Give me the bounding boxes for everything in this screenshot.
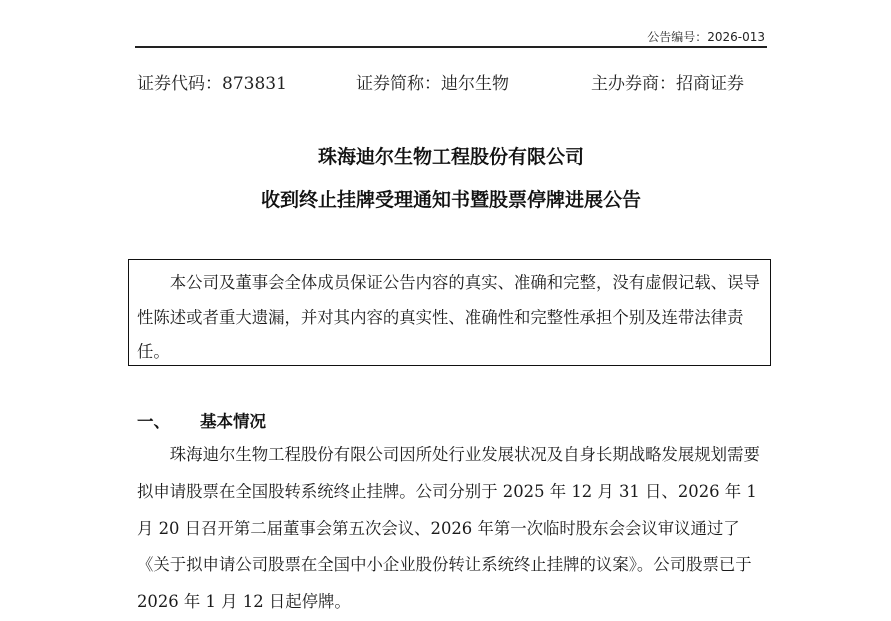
page-header (135, 24, 767, 48)
disclaimer-text: 本公司及董事会全体成员保证公告内容的真实、准确和完整，没有虚假记载、误导性陈述或者重大遗漏，并对其内容的真实性、准确性和完整性承担个别及连带法律责任。 (137, 273, 760, 361)
company-title: 珠海迪尔生物工程股份有限公司 (317, 146, 584, 168)
stock-abbreviation: 证券简称：迪尔生物 (356, 74, 509, 94)
section-heading (137, 410, 266, 434)
sponsor-broker: 主办券商：招商证券 (591, 74, 744, 94)
section-number: 一、 (137, 412, 170, 431)
stock-code: 证券代码：873831 (137, 74, 287, 94)
announcement-title: 收到终止挂牌受理通知书暨股票停牌进展公告 (260, 189, 641, 211)
section-title: 基本情况 (200, 412, 266, 431)
section-paragraph: 珠海迪尔生物工程股份有限公司因所处行业发展状况及自身长期战略发展规划需要拟申请股票在全国股转系统终止挂牌。公司分别于 2025 年 12 月 31 日、2026 年 1 月 20 日召开第二届董事会第五次会议、2026 年第一次临时股东会会议审议通过了《关于拟申请公司股票在全国中小企业股份转让系统终止挂牌的议案》。公司股票已于 2026 年 1 月 12 日起停牌。 (137, 445, 760, 612)
announcement-number: 公告编号：2026-013 (647, 30, 765, 44)
disclaimer-box (128, 259, 771, 366)
